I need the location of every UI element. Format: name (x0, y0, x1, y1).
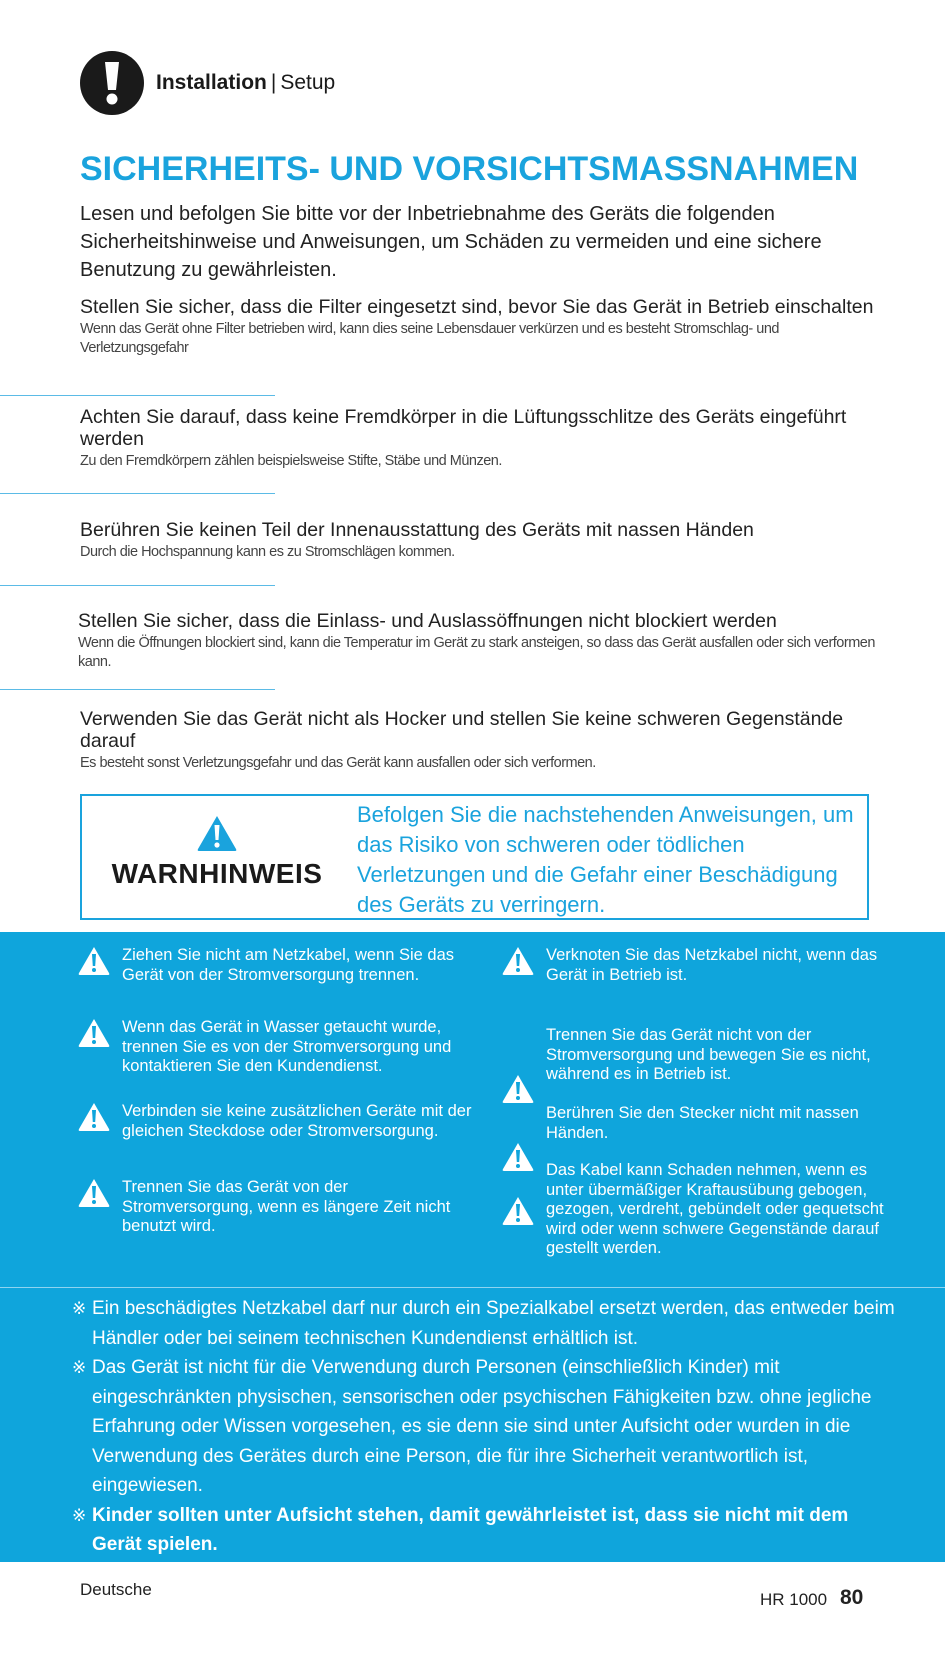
warning-item-text: Verbinden sie keine zusätzlichen Geräte mit der gleichen Steckdose oder Stromversorgung. (122, 1102, 472, 1140)
panel-divider (0, 1287, 945, 1288)
precaution-heading: Achten Sie darauf, dass keine Fremdkörper in die Lüftungsschlitze des Geräts eingeführt werden (80, 406, 847, 450)
precaution-heading: Stellen Sie sicher, dass die Einlass- und Auslassöffnungen nicht blockiert werden (78, 610, 777, 632)
warning-item-left (78, 1102, 478, 1141)
warning-label: WARNHINWEIS (111, 858, 323, 889)
page-title: SICHERHEITS- UND VORSICHTSMASSNAHMEN (80, 150, 859, 188)
warning-item-text: Trennen Sie das Gerät nicht von der Stromversorgung und bewegen Sie es nicht, während es in Betrieb ist. (546, 1026, 871, 1083)
precaution-detail: Es besteht sonst Verletzungsgefahr und das Gerät kann ausfallen oder sich verformen. (80, 755, 596, 771)
warning-triangle-icon (78, 1018, 110, 1048)
warning-item-text: Verknoten Sie das Netzkabel nicht, wenn das Gerät in Betrieb ist. (546, 946, 878, 984)
precaution-heading: Verwenden Sie das Gerät nicht als Hocker und stellen Sie keine schweren Gegenstände darauf (80, 708, 844, 752)
warning-triangle-icon (78, 1102, 110, 1132)
note-text: Das Gerät ist nicht für die Verwendung durch Personen (einschließlich Kinder) mit eingeschränkten physischen, sensorischen oder psychischen Fähigkeiten bzw. ohne jegliche Erfahrung oder Wissen vorgesehen, es sie denn sie sind unter Aufsicht oder wurden in die Verwendung des Gerätes durch eine Person, die für ihre Sicherheit verantwortlich ist, eingewiesen. (92, 1357, 872, 1496)
warning-triangle-icon (502, 1074, 534, 1104)
warning-text: Befolgen Sie die nachstehenden Anweisungen, um das Risiko von schweren oder tödlichen Verletzungen und die Gefahr einer Beschädigung des Geräts zu verringern. (357, 802, 854, 917)
note-item (72, 1294, 902, 1353)
note-item (72, 1501, 902, 1560)
warning-item-left (78, 946, 478, 985)
note-mark: ※ (72, 1505, 87, 1525)
precaution-item (80, 708, 890, 773)
warning-triangle-icon (78, 946, 110, 976)
header-text (156, 71, 335, 95)
warning-item-text: Ziehen Sie nicht am Netzkabel, wenn Sie das Gerät von der Stromversorgung trennen. (122, 946, 455, 984)
divider (0, 689, 275, 690)
warning-triangle-icon (502, 1196, 534, 1226)
warning-item-left (78, 1018, 478, 1077)
footer-language: Deutsche (80, 1580, 152, 1599)
section-header (80, 50, 335, 116)
precaution-detail: Durch die Hochspannung kann es zu Stromschlägen kommen. (80, 544, 455, 560)
header-subsection: Setup (280, 71, 336, 94)
precaution-item (78, 610, 888, 672)
warning-box (80, 794, 869, 920)
precaution-heading: Stellen Sie sicher, dass die Filter eingesetzt sind, bevor Sie das Gerät in Betrieb einschalten (80, 296, 874, 318)
warning-label-group (102, 814, 332, 890)
warning-item-text: Das Kabel kann Schaden nehmen, wenn es unter übermäßiger Kraftausübung gebogen, gezogen, verdreht, gebündelt oder gequetscht wird oder wenn schwere Gegenstände darauf gestellt werden. (546, 1161, 884, 1257)
warning-item-text: Trennen Sie das Gerät von der Stromversorgung, wenn es längere Zeit nicht benutzt wird. (122, 1178, 451, 1235)
warning-item-text: Wenn das Gerät in Wasser getaucht wurde, trennen Sie es von der Stromversorgung und kontaktieren Sie den Kundendienst. (122, 1018, 452, 1075)
precaution-detail: Zu den Fremdkörpern zählen beispielsweise Stifte, Stäbe und Münzen. (80, 453, 502, 469)
precaution-detail: Wenn die Öffnungen blockiert sind, kann die Temperatur im Gerät zu stark ansteigen, so dass das Gerät ausfallen oder sich verformen kann. (78, 635, 875, 670)
divider (0, 395, 275, 396)
exclamation-circle-icon (80, 51, 144, 115)
note-mark: ※ (72, 1358, 87, 1377)
warning-triangle-icon (502, 946, 534, 976)
precaution-detail: Wenn das Gerät ohne Filter betrieben wird, kann dies seine Lebensdauer verkürzen und es besteht Stromschlag- und Verletzungsgefahr (80, 321, 779, 356)
page-number: 80 (840, 1586, 864, 1609)
header-separator: | (270, 71, 277, 94)
note-mark: ※ (72, 1299, 87, 1318)
precaution-heading: Berühren Sie keinen Teil der Innenausstattung des Geräts mit nassen Händen (80, 519, 754, 541)
warning-triangle-icon (196, 814, 238, 852)
header-section: Installation (156, 71, 267, 94)
warning-item-text: Berühren Sie den Stecker nicht mit nassen Händen. (546, 1104, 859, 1142)
intro-text: Lesen und befolgen Sie bitte vor der Inbetriebnahme des Geräts die folgenden Sicherheitshinweise und Anweisungen, um Schäden zu vermeiden und eine sichere Benutzung zu gewährleisten. (80, 203, 822, 281)
notes-list (72, 1294, 902, 1560)
divider (0, 493, 275, 494)
precaution-item (80, 406, 890, 471)
warning-triangle-icon (502, 1142, 534, 1172)
precaution-item (80, 296, 890, 358)
warning-triangle-icon (78, 1178, 110, 1208)
note-text: Kinder sollten unter Aufsicht stehen, damit gewährleistet ist, dass sie nicht mit dem Gerät spielen. (92, 1504, 849, 1555)
footer-model: HR 1000 (760, 1590, 828, 1609)
note-text: Ein beschädigtes Netzkabel darf nur durch ein Spezialkabel ersetzt werden, das entweder beim Händler oder bei seinem technischen Kundendienst erhältlich ist. (92, 1298, 895, 1349)
precaution-item (80, 519, 890, 562)
divider (0, 585, 275, 586)
note-item (72, 1353, 902, 1501)
warning-item-right (502, 946, 882, 985)
warning-item-left (78, 1178, 478, 1237)
